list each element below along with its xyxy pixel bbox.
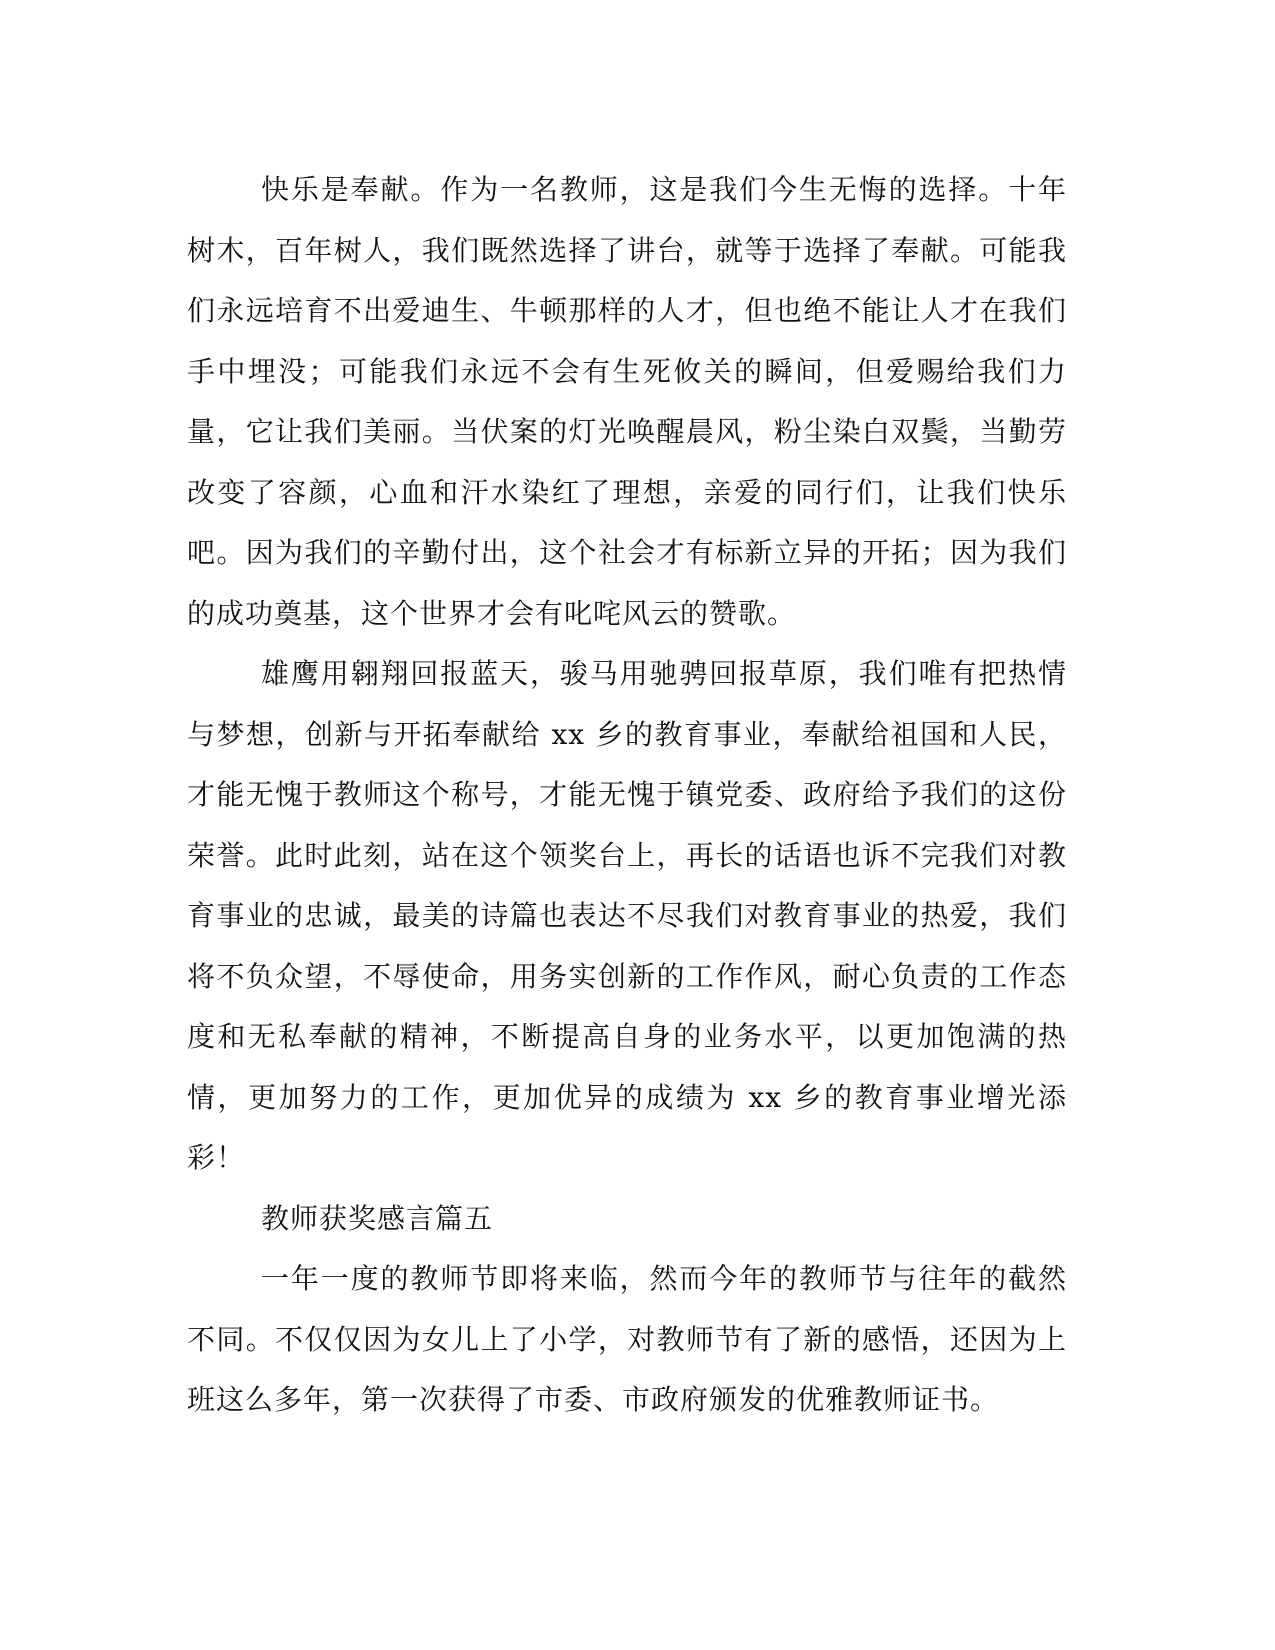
paragraph-happiness-is-dedication: 快乐是奉献。作为一名教师，这是我们今生无悔的选择。十年树木，百年树人，我们既然选择了讲台，就等于选择了奉献。可能我们永远培育不出爱迪生、牛顿那样的人才，但也绝不能让人才在我们手中埋没；可能我们永远不会有生死攸关的瞬间，但爱赐给我们力量，它让我们美丽。当伏案的灯光唤醒晨风，粉尘染白双鬓，当勤劳改变了容颜，心血和汗水染红了理想，亲爱的同行们，让我们快乐吧。因为我们的辛勤付出，这个社会才有标新立异的开拓；因为我们的成功奠基，这个世界才会有叱咤风云的赞歌。 xyxy=(187,173,1067,630)
paragraph-eagle-and-horse: 雄鹰用翱翔回报蓝天，骏马用驰骋回报草原，我们唯有把热情与梦想，创新与开拓奉献给 xx 乡的教育事业，奉献给祖国和人民，才能无愧于教师这个称号，才能无愧于镇党委、政府给予我们的这份荣誉。此时此刻，站在这个领奖台上，再长的话语也诉不完我们对教育事业的忠诚，最美的诗篇也表达不尽我们对教育事业的热爱，我们将不负众望，不辱使命，用务实创新的工作作风，耐心负责的工作态度和无私奉献的精神，不断提高自身的业务水平，以更加饱满的热情，更加努力的工作，更加优异的成绩为 xx 乡的教育事业增光添彩！ xyxy=(187,657,1067,1174)
section-heading: 教师获奖感言篇五 xyxy=(261,1201,494,1235)
document-body xyxy=(187,160,1067,1431)
paragraph-teachers-day: 一年一度的教师节即将来临，然而今年的教师节与往年的截然不同。不仅仅因为女儿上了小学，对教师节有了新的感悟，还因为上班这么多年，第一次获得了市委、市政府颁发的优雅教师证书。 xyxy=(187,1262,1067,1416)
